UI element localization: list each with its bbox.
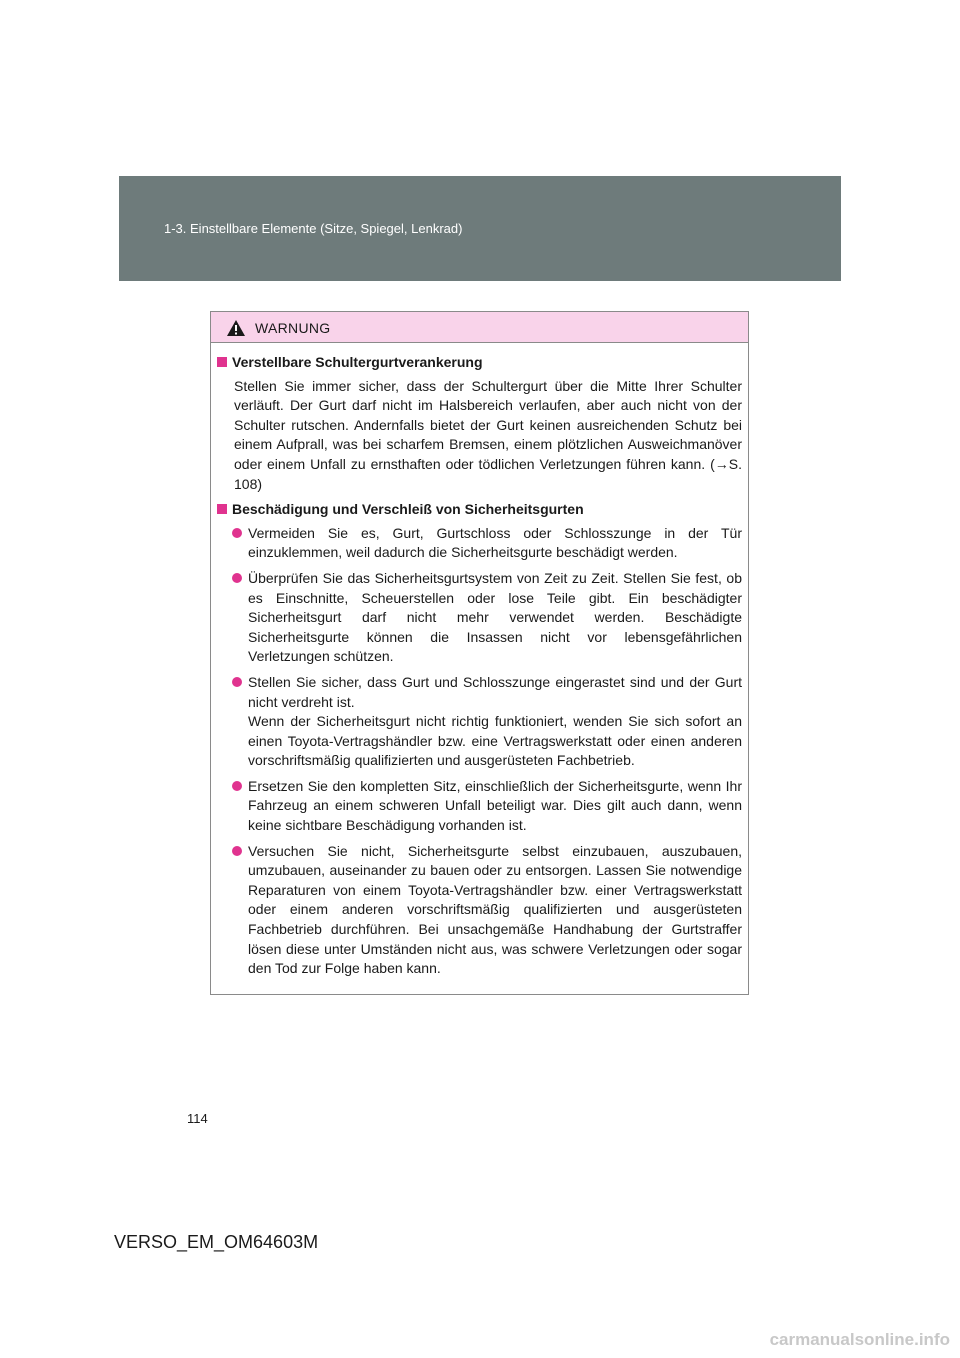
warning-triangle-icon [226, 319, 246, 337]
list-item-text: Stellen Sie sicher, dass Gurt und Schlosszunge eingerastet sind und der Gurt nicht verdreht ist. Wenn der Sicherheitsgurt nicht richtig funktioniert, wenden Sie sich sofort an einen Toyota-Vertragshändler bzw. eine Vertragswerkstatt oder einen anderen vorschriftsmäßig qualifizierten und ausgerüsteten Fachbetrieb. [248, 673, 742, 769]
round-bullet-icon [232, 528, 242, 538]
list-item-text: Überprüfen Sie das Sicherheitsgurtsystem von Zeit zu Zeit. Stellen Sie fest, ob es Einschnitte, Scheuerstellen oder lose Teile gibt. Ein beschädigter Sicherheitsgurt darf nicht mehr verwendet werden. Beschädigte Sicherheitsgurte können die Insassen nicht vor lebensgefährlichen Verletzungen schützen. [248, 569, 742, 665]
list-item-text: Versuchen Sie nicht, Sicherheitsgurte selbst einzubauen, auszubauen, umzubauen, auseinander zu bauen oder zu entsorgen. Lassen Sie notwendige Reparaturen von einem Toyota-Vertragshändler bzw. einer Vertragswerkstatt oder einem anderen vorschriftsmäßig qualifizierten und ausgerüsteten Fachbetrieb durchführen. Bei unsachgemäße Handhabung der Gurtstraffer lösen diese unter Umständen nicht aus, was schwere Verletzungen oder sogar den Tod zur Folge haben kann. [248, 842, 742, 977]
round-bullet-icon [232, 677, 242, 687]
page-number: 114 [187, 1111, 208, 1126]
warning-body [211, 343, 748, 979]
list-item-text: Ersetzen Sie den kompletten Sitz, einschließlich der Sicherheitsgurte, wenn Ihr Fahrzeug an einem schweren Unfall beteiligt war. Dies gilt auch dann, wenn keine sichtbare Beschädigung vorhanden ist. [248, 777, 742, 834]
heading-text: Verstellbare Schultergurtverankerung [232, 354, 483, 370]
square-bullet-icon [217, 357, 227, 367]
list-item [232, 777, 742, 836]
round-bullet-icon [232, 846, 242, 856]
warning-title: WARNUNG [255, 320, 331, 336]
list-item [232, 524, 742, 563]
list-item [232, 569, 742, 667]
document-code: VERSO_EM_OM64603M [114, 1232, 319, 1252]
heading-text: Beschädigung und Verschleiß von Sicherheitsgurten [232, 501, 584, 518]
warning-box [210, 311, 749, 995]
warning-header [211, 312, 748, 343]
list-item [232, 842, 742, 979]
square-bullet-icon [217, 504, 227, 514]
section-paragraph: Stellen Sie immer sicher, dass der Schultergurt über die Mitte Ihrer Schulter verläuft. Der Gurt darf nicht im Halsbereich verlaufen, aber auch nicht von der Schulter rutschen. Andernfalls bietet der Gurt keinen ausreichenden Schutz bei einem Aufprall, was bei scharfem Bremsen, einem plötzlichen Ausweichmanöver oder einem Unfall zu ernsthaften oder tödlichen Verletzungen führen kann. (→S. 108) [234, 377, 742, 492]
list-item [232, 673, 742, 771]
section-heading [217, 353, 742, 373]
watermark: carmanualsonline.info [769, 1330, 950, 1349]
round-bullet-icon [232, 781, 242, 791]
list-item-text: Vermeiden Sie es, Gurt, Gurtschloss oder Schlosszunge in der Tür einzuklemmen, weil dadurch die Sicherheitsgurte beschädigt werden. [248, 524, 742, 561]
section-heading [217, 500, 742, 520]
section-title: 1-3. Einstellbare Elemente (Sitze, Spiegel, Lenkrad) [164, 221, 463, 236]
section-header-band [119, 176, 841, 281]
round-bullet-icon [232, 573, 242, 583]
